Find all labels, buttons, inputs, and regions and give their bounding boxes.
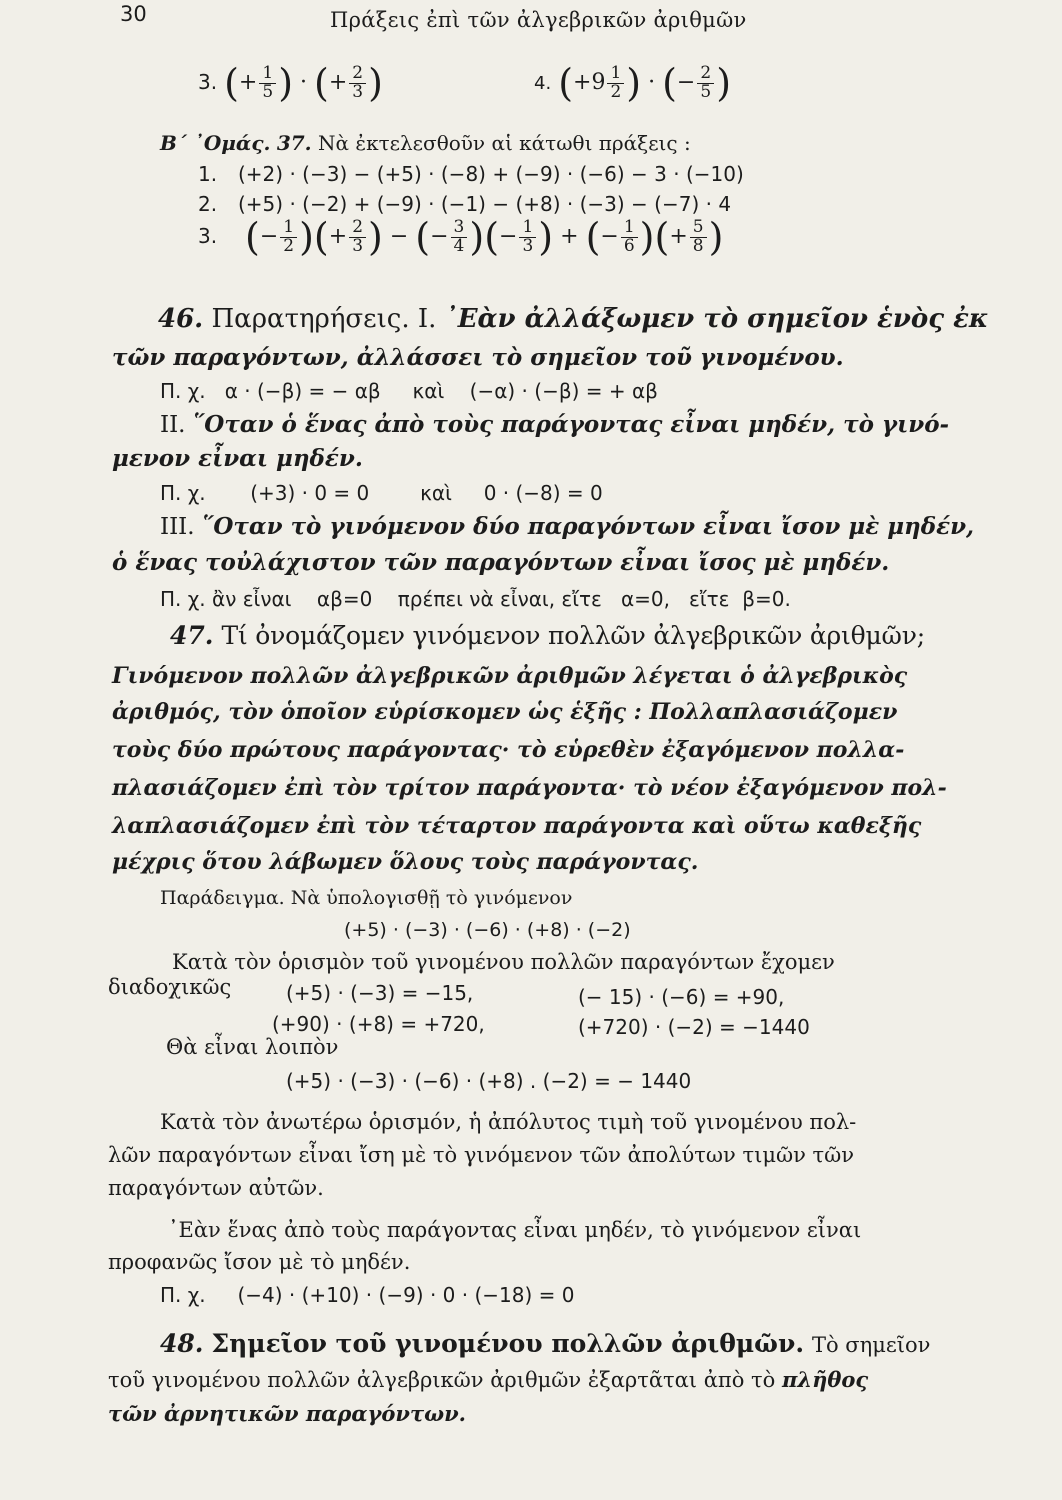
section-48-heading: 48. Σημεῖον τοῦ γινομένου πολλῶν ἀριθμῶν. Τὸ σημεῖον xyxy=(160,1329,931,1358)
group-b-item-2: 2. (+5) · (−2) + (−9) · (−1) − (+8) · (−3) − (−7) · 4 xyxy=(198,192,732,216)
exercise-a-item-3: 3. (+ $\frac{1}{5}$ ) · (+ $\frac{2}{3}$ ) xyxy=(198,61,383,105)
section-47-heading: 47. Τί ὀνομάζομεν γινόμενον πολλῶν ἀλγεβρικῶν ἀριθμῶν; xyxy=(170,621,925,650)
section-48-text: τοῦ γινομένου πολλῶν ἀλγεβρικῶν ἀριθμῶν ἐξαρτᾶται ἀπὸ τὸ πλῆθος xyxy=(108,1367,869,1392)
example-2: Π. χ. (+3) · 0 = 0 καὶ 0 · (−8) = 0 xyxy=(160,481,603,505)
absolute-value-line: λῶν παραγόντων εἶναι ἴση μὲ τὸ γινόμενον τῶν ἀπολύτων τιμῶν τῶν xyxy=(108,1143,855,1167)
step-4: (+720) · (−2) = −1440 xyxy=(578,1015,810,1039)
result-expression: (+5) · (−3) · (−6) · (+8) . (−2) = − 1440 xyxy=(286,1069,692,1093)
zero-factor-example: Π. χ. (−4) · (+10) · (−9) · 0 · (−18) = 0 xyxy=(160,1283,575,1307)
definition-line: Γινόμενον πολλῶν ἀλγεβρικῶν ἀριθμῶν λέγεται ὁ ἀλγεβρικὸς xyxy=(112,663,908,689)
thus-label: Θὰ εἶναι λοιπὸν xyxy=(166,1035,339,1059)
step-3: (+90) · (+8) = +720, xyxy=(272,1012,485,1036)
item-label: 4. xyxy=(534,73,552,94)
section-48-text-end: τῶν ἀρνητικῶν παραγόντων. xyxy=(108,1401,466,1426)
group-b-item-1: 1. (+2) · (−3) − (+5) · (−8) + (−9) · (−6) − 3 · (−10) xyxy=(198,162,744,186)
definition-line: ἀριθμός, τὸν ὁποῖον εὑρίσκομεν ὡς ἑξῆς : Πολλαπλασιάζομεν xyxy=(112,699,898,725)
rule-3-line-2: ὁ ἕνας τοὐλάχιστον τῶν παραγόντων εἶναι ἴσος μὲ μηδέν. xyxy=(112,549,890,576)
rule-2-line-1: ΙΙ. ῞Οταν ὁ ἕνας ἀπὸ τοὺς παράγοντας εἶναι μηδέν, τὸ γινό- xyxy=(160,411,950,438)
rule-3-line-1: ΙΙΙ. ῞Οταν τὸ γινόμενον δύο παραγόντων εἶναι ἴσον μὲ μηδέν, xyxy=(160,513,975,540)
item-label: 3. xyxy=(198,70,218,94)
zero-factor-line: ᾿Εὰν ἕνας ἀπὸ τοὺς παράγοντας εἶναι μηδέν, τὸ γινόμενον εἶναι xyxy=(168,1218,862,1242)
definition-line: λαπλασιάζομεν ἐπὶ τὸν τέταρτον παράγοντα καὶ οὕτω καθεξῆς xyxy=(112,813,922,839)
successively-label: διαδοχικῶς xyxy=(108,975,232,999)
definition-line: τοὺς δύο πρώτους παράγοντας· τὸ εὑρεθὲν ἐξαγόμενον πολλα- xyxy=(112,737,905,763)
rule-2-line-2: μενον εἶναι μηδέν. xyxy=(112,445,363,472)
rule-1-line-2: τῶν παραγόντων, ἀλλάσσει τὸ σημεῖον τοῦ γινομένου. xyxy=(112,344,844,371)
definition-line: μέχρις ὅτου λάβωμεν ὅλους τοὺς παράγοντας. xyxy=(112,849,699,875)
example-1: Π. χ. α · (−β) = − αβ καὶ (−α) · (−β) = + αβ xyxy=(160,379,658,403)
page-number: 30 xyxy=(120,2,147,26)
group-b-item-3: 3. (− $\frac{1}{2}$ )(+ $\frac{2}{3}$ ) − (− $\frac{3}{4}$ )(− $\frac{1}{3}$ ) + (− $\frac{1}{6}$ )(+ $\frac{5}{8}$ ) xyxy=(198,215,724,259)
definition-line: πλασιάζομεν ἐπὶ τὸν τρίτον παράγοντα· τὸ νέον ἐξαγόμενον πολ- xyxy=(112,775,947,801)
group-b-heading: Β΄ ᾿Ομάς. 37. Νὰ ἐκτελεσθοῦν αἱ κάτωθι πράξεις : xyxy=(160,131,691,155)
running-title: Πράξεις ἐπὶ τῶν ἀλγεβρικῶν ἀριθμῶν xyxy=(330,8,747,32)
step-1: (+5) · (−3) = −15, xyxy=(286,981,474,1005)
absolute-value-line: παραγόντων αὐτῶν. xyxy=(108,1176,324,1200)
example-intro: Παράδειγμα. Νὰ ὑπολογισθῇ τὸ γινόμενον xyxy=(160,887,573,909)
exercise-a-item-4: 4. (+9 $\frac{1}{2}$ ) · (− $\frac{2}{5}$ ) xyxy=(534,61,732,105)
section-46-heading: 46. Παρατηρήσεις. Ι. ᾿Εὰν ἀλλάξωμεν τὸ σημεῖον ἑνὸς ἐκ xyxy=(158,304,989,334)
by-definition-text: Κατὰ τὸν ὁρισμὸν τοῦ γινομένου πολλῶν παραγόντων ἔχομεν xyxy=(172,950,835,974)
example-expression: (+5) · (−3) · (−6) · (+8) · (−2) xyxy=(344,919,631,941)
step-2: (− 15) · (−6) = +90, xyxy=(578,985,785,1009)
absolute-value-line: Κατὰ τὸν ἀνωτέρω ὁρισμόν, ἡ ἀπόλυτος τιμὴ τοῦ γινομένου πολ- xyxy=(160,1110,857,1134)
example-3: Π. χ. ἂν εἶναι αβ=0 πρέπει νὰ εἶναι, εἴτε α=0, εἴτε β=0. xyxy=(160,587,791,611)
zero-factor-line: προφανῶς ἴσον μὲ τὸ μηδέν. xyxy=(108,1250,411,1274)
